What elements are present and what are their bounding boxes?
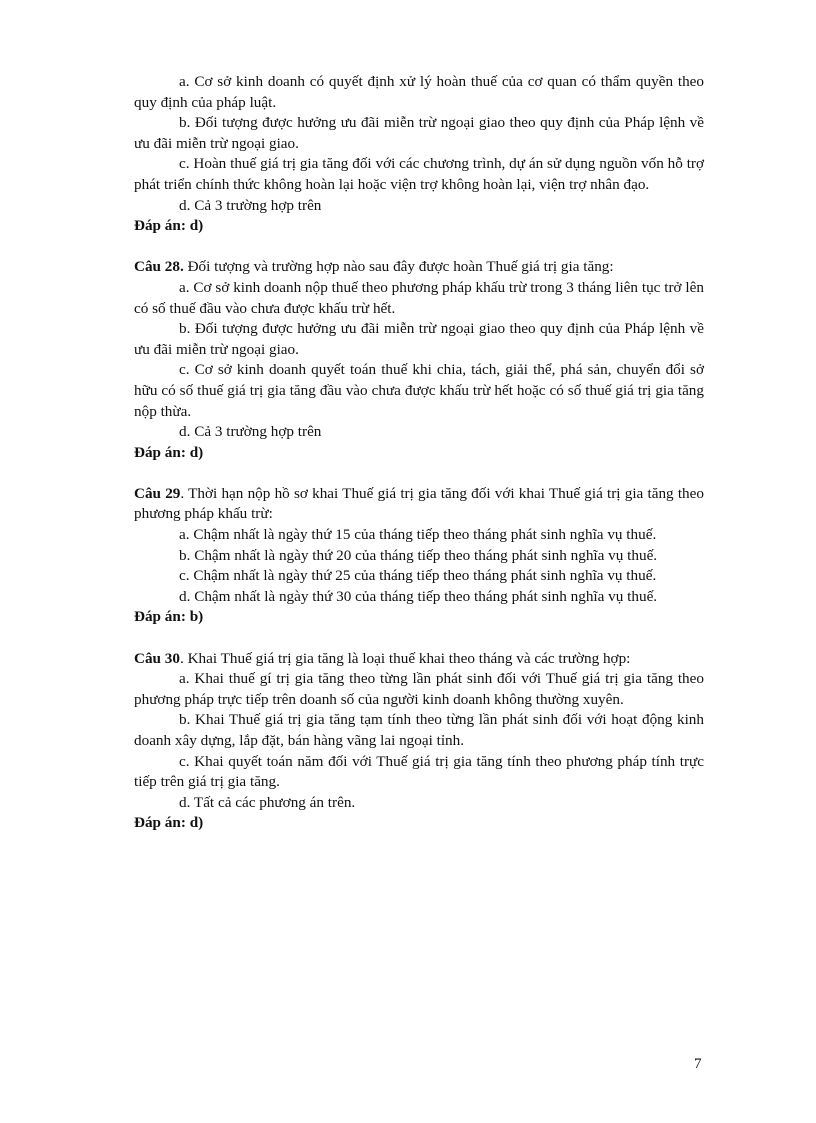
question-stem <box>134 484 704 525</box>
page-number: 7 <box>694 1055 702 1072</box>
question-label: Câu 28. <box>134 258 184 276</box>
question-29 <box>134 484 704 628</box>
spacer <box>134 237 704 258</box>
question-text: Đối tượng và trường hợp nào sau đây được hoàn Thuế giá trị gia tăng: <box>183 258 614 276</box>
question-text: . Khai Thuế giá trị gia tăng là loại thuế khai theo tháng và các trường hợp: <box>180 649 631 667</box>
question-label: Câu 30 <box>134 649 180 667</box>
question-stem <box>134 649 704 670</box>
option-a: a. Cơ sở kinh doanh có quyết định xử lý hoàn thuế của cơ quan có thẩm quyền theo quy định của pháp luật. <box>134 73 704 111</box>
option-c: c. Chậm nhất là ngày thứ 25 của tháng tiếp theo tháng phát sinh nghĩa vụ thuế. <box>179 567 657 585</box>
document-page <box>134 72 704 834</box>
option-d: d. Cả 3 trường hợp trên <box>179 423 322 441</box>
option-d: d. Cả 3 trường hợp trên <box>179 196 322 214</box>
option-a: a. Khai thuế gí trị gia tăng theo từng lần phát sinh đối với Thuế giá trị gia tăng theo phương pháp trực tiếp trên doanh số của người kinh doanh không thường xuyên. <box>134 670 704 708</box>
question-stem <box>134 257 704 278</box>
option-c: c. Khai quyết toán năm đối với Thuế giá trị gia tăng tính theo phương pháp tính trực tiếp trên giá trị gia tăng. <box>134 752 704 791</box>
option-d: d. Tất cả các phương án trên. <box>179 793 356 811</box>
answer-line: Đáp án: d) <box>134 814 204 832</box>
option-b: b. Đối tượng được hưởng ưu đãi miễn trừ ngoại giao theo quy định của Pháp lệnh về ưu đãi miễn trừ ngoại giao. <box>134 320 704 358</box>
option-d: d. Chậm nhất là ngày thứ 30 của tháng tiếp theo tháng phát sinh nghĩa vụ thuế. <box>179 587 658 605</box>
option-a: a. Chậm nhất là ngày thứ 15 của tháng tiếp theo tháng phát sinh nghĩa vụ thuế. <box>179 526 657 544</box>
spacer <box>134 628 704 649</box>
option-c: c. Cơ sở kinh doanh quyết toán thuế khi chia, tách, giải thể, phá sản, chuyển đổi sở hữu có số thuế giá trị gia tăng đầu vào chưa được khấu trừ hết hoặc có số thuế giá trị gia tăng nộp thừa. <box>134 361 704 420</box>
answer-line: Đáp án: d) <box>134 217 204 235</box>
answer-line: Đáp án: d) <box>134 443 204 461</box>
option-b: b. Chậm nhất là ngày thứ 20 của tháng tiếp theo tháng phát sinh nghĩa vụ thuế. <box>179 546 658 564</box>
spacer <box>134 463 704 484</box>
option-b: b. Đối tượng được hưởng ưu đãi miễn trừ ngoại giao theo quy định của Pháp lệnh về ưu đãi miễn trừ ngoại giao. <box>134 114 704 152</box>
option-b: b. Khai Thuế giá trị gia tăng tạm tính theo từng lần phát sinh đối với hoạt động kinh doanh xây dựng, lắp đặt, bán hàng vãng lai ngoại tỉnh. <box>134 711 704 749</box>
question-28 <box>134 257 704 463</box>
option-a: a. Cơ sở kinh doanh nộp thuế theo phương pháp khấu trừ trong 3 tháng liên tục trở lên có số thuế đầu vào chưa được khấu trừ hết. <box>134 278 704 317</box>
answer-line: Đáp án: b) <box>134 608 204 626</box>
question-label: Câu 29 <box>134 484 181 502</box>
option-c: c. Hoàn thuế giá trị gia tăng đối với các chương trình, dự án sử dụng nguồn vốn hỗ trợ phát triển chính thức không hoàn lại hoặc viện trợ không hoàn lại, viện trợ nhân đạo. <box>134 155 704 193</box>
question-27-continuation <box>134 72 704 237</box>
question-30 <box>134 649 704 834</box>
question-text: . Thời hạn nộp hồ sơ khai Thuế giá trị gia tăng đối với khai Thuế giá trị gia tăng theo phương pháp khấu trừ: <box>134 484 704 523</box>
